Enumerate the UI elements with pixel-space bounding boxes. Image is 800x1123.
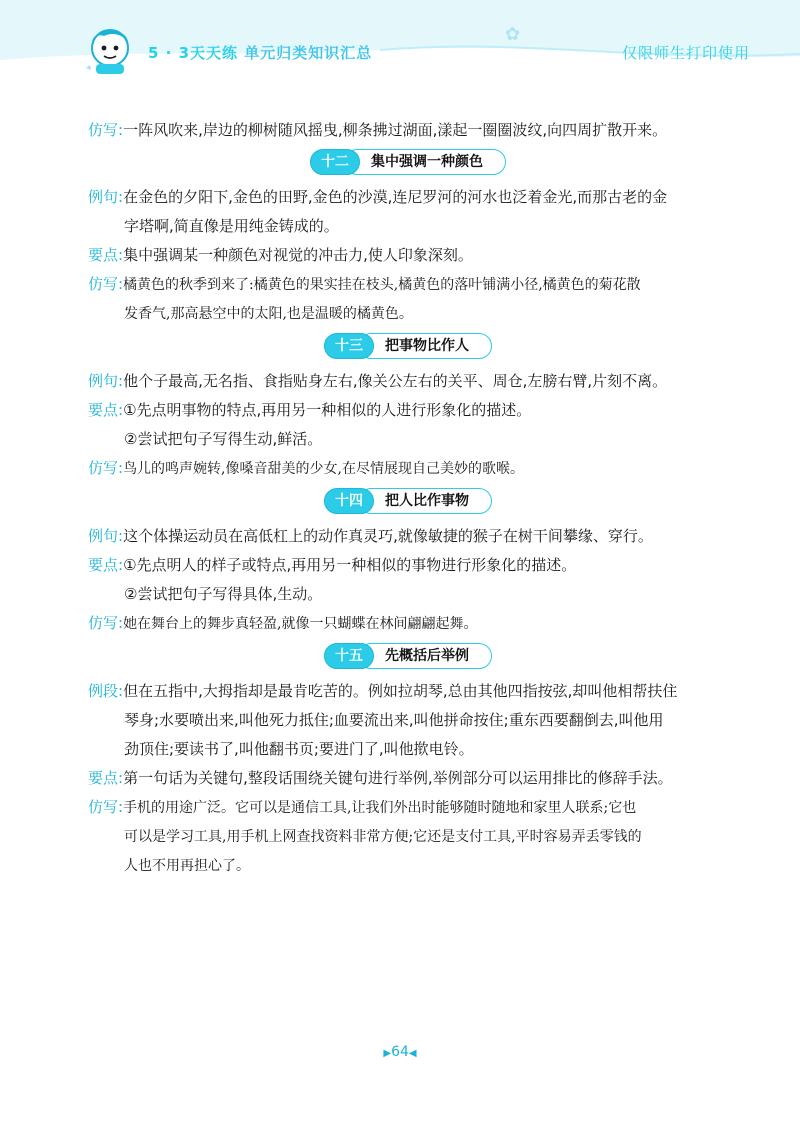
points-line: 要点:①先点明人的样子或特点,再用另一种相似的事物进行形象化的描述。 bbox=[88, 556, 577, 574]
points-line: 要点:第一句话为关键句,整段话围绕关键句进行举例,举例部分可以运用排比的修辞手法。 bbox=[88, 769, 673, 787]
brand-name: 5 · 3天天练 bbox=[148, 44, 239, 62]
page-number bbox=[0, 1044, 800, 1060]
section-number: 十二 bbox=[310, 149, 360, 175]
imitation-line: 发香气,那高悬空中的太阳,也是温暖的橘黄色。 bbox=[124, 306, 413, 322]
example-paragraph-line: 琴身;水要喷出来,叫他死力抵住;血要流出来,叫他拼命按住;重东西要翻倒去,叫他用 bbox=[124, 711, 664, 729]
section-title: 集中强调一种颜色 bbox=[344, 149, 506, 175]
example-line: 字塔啊,简直像是用纯金铸成的。 bbox=[124, 217, 339, 235]
points-line: 要点:①先点明事物的特点,再用另一种相似的人进行形象化的描述。 bbox=[88, 401, 532, 419]
header-notice: 仅限师生打印使用 bbox=[621, 44, 750, 62]
section-14-heading bbox=[88, 488, 728, 520]
imitation-line: 人也不用再担心了。 bbox=[124, 858, 250, 874]
intro-imitation: 仿写:一阵风吹来,岸边的柳树随风摇曳,柳条拂过湖面,漾起一圈圈波纹,向四周扩散开来。 bbox=[88, 121, 668, 139]
page-number-deco-right: ◀ bbox=[408, 1048, 417, 1059]
imitation-line: 仿写:鸟儿的鸣声婉转,像嗓音甜美的少女,在尽情展现自己美妙的歌喉。 bbox=[88, 459, 524, 477]
imitation-line: 仿写:手机的用途广泛。它可以是通信工具,让我们外出时能够随时随地和家里人联系;它也 bbox=[88, 798, 637, 816]
section-title: 先概括后举例 bbox=[358, 643, 492, 669]
section-number: 十四 bbox=[324, 488, 374, 514]
section-number: 十三 bbox=[324, 333, 374, 359]
imitation-label: 仿写: bbox=[88, 121, 124, 139]
points-line: 要点:集中强调某一种颜色对视觉的冲击力,使人印象深刻。 bbox=[88, 246, 473, 264]
section-13-heading bbox=[88, 333, 728, 365]
brand-subtitle: 单元归类知识汇总 bbox=[244, 44, 373, 62]
example-paragraph-line: 例段:但在五指中,大拇指却是最肯吃苦的。例如拉胡琴,总由其他四指按弦,却叫他相帮扶住 bbox=[88, 682, 678, 700]
imitation-line: 可以是学习工具,用手机上网查找资料非常方便;它还是支付工具,平时容易弄丢零钱的 bbox=[124, 829, 642, 845]
section-title: 把人比作事物 bbox=[358, 488, 492, 514]
points-line: ②尝试把句子写得具体,生动。 bbox=[124, 585, 323, 603]
header-brand bbox=[148, 42, 372, 63]
section-number: 十五 bbox=[324, 643, 374, 669]
example-line: 例句:他个子最高,无名指、食指贴身左右,像关公左右的关平、周仓,左膀右臂,片刻不离。 bbox=[88, 372, 668, 390]
points-line: ②尝试把句子写得生动,鲜活。 bbox=[124, 430, 323, 448]
example-line: 例句:在金色的夕阳下,金色的田野,金色的沙漠,连尼罗河的河水也泛着金光,而那古老的金 bbox=[88, 188, 668, 206]
page-content bbox=[88, 116, 728, 881]
page-header bbox=[0, 0, 800, 80]
page-number-value: 64 bbox=[391, 1044, 409, 1060]
imitation-line: 仿写:橘黄色的秋季到来了:橘黄色的果实挂在枝头,橘黄色的落叶铺满小径,橘黄色的菊花散 bbox=[88, 275, 641, 293]
imitation-line: 仿写:她在舞台上的舞步真轻盈,就像一只蝴蝶在林间翩翩起舞。 bbox=[88, 614, 478, 632]
example-line: 例句:这个体操运动员在高低杠上的动作真灵巧,就像敏捷的猴子在树干间攀缘、穿行。 bbox=[88, 527, 653, 545]
example-paragraph-line: 劲顶住;要读书了,叫他翻书页;要进门了,叫他揿电铃。 bbox=[124, 740, 474, 758]
page-number-deco-left: ▶ bbox=[383, 1048, 392, 1059]
section-title: 把事物比作人 bbox=[358, 333, 492, 359]
svg-text:✿: ✿ bbox=[505, 24, 521, 45]
mascot-icon bbox=[82, 22, 138, 78]
section-15-heading bbox=[88, 643, 728, 675]
section-12-heading bbox=[88, 149, 728, 181]
